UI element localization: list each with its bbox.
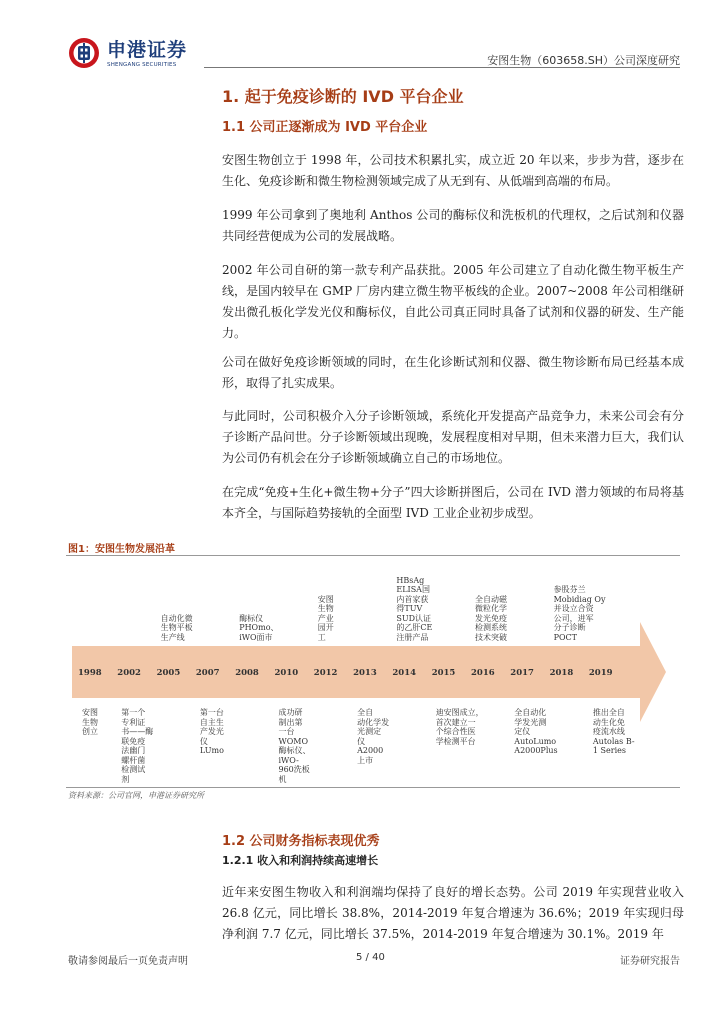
timeline-year: 1998 (78, 668, 102, 678)
timeline-event-below: 安图 生物 创立 (82, 708, 98, 736)
timeline-year: 2013 (353, 668, 377, 678)
paragraph-2: 1999 年公司拿到了奥地利 Anthos 公司的酶标仪和洗板机的代理权，之后试剂和仪器共同经营便成为公司的发展战略。 (222, 208, 684, 243)
paragraph-6: 在完成“免疫+生化+微生物+分子”四大诊断拼图后，公司在 IVD 潜力领域的布局将基本齐全，与国际趋势接轨的全面型 IVD 工业企业初步成型。 (222, 485, 684, 520)
timeline-year: 2019 (588, 668, 613, 678)
footer-disclaimer: 敬请参阅最后一页免责声明 (68, 956, 188, 967)
figure-title: 图1：安图生物发展沿革 (68, 544, 175, 555)
footer-report-type: 证券研究报告 (620, 956, 680, 967)
paragraph-7: 近年来安图生物收入和利润端均保持了良好的增长态势。公司 2019 年实现营业收入 26.8 亿元，同比增长 38.8%，2014-2019 年复合增速为 36.6%；2019 年实现归母净利润 7.7 亿元，同比增长 37.5%，2014-2019 年复合增速为 30.1%。2019 年 (222, 885, 684, 941)
timeline-year: 2016 (471, 668, 495, 678)
timeline-year: 2005 (156, 668, 181, 678)
timeline-event-above: 参股芬兰 Mobidiag Oy 并设立合资 公司，进军 分子诊断 POCT (553, 585, 606, 642)
section-heading-2: 1.2 公司财务指标表现优秀 (222, 834, 380, 849)
timeline-event-above: 自动化微 生物平板 生产线 (160, 613, 193, 642)
report-title: 安图生物（603658.SH）公司深度研究 (487, 54, 680, 67)
timeline-event-below: 全自 动化学发 光测定 仪 A2000 上市 (357, 708, 390, 765)
timeline-event-below: 推出全自 动生化免 疫流水线 Autolas B- 1 Series (592, 708, 635, 755)
paragraph-4: 公司在做好免疫诊断领域的同时，在生化诊断试剂和仪器、微生物诊断布局已经基本成形，取得了扎实成果。 (222, 355, 684, 390)
header-divider (204, 67, 680, 68)
timeline-year: 2015 (431, 668, 456, 678)
logo-name-en: SHENGANG SECURITIES (107, 61, 177, 68)
timeline-event-below: 全自动化 学发光测 定仪 AutoLumo A2000Plus (514, 708, 558, 755)
logo-mark-icon (68, 37, 100, 69)
timeline-year: 2007 (195, 668, 220, 678)
timeline-event-above: 全自动磁 微粒化学 发光免疫 检测系统 技术突破 (475, 594, 507, 642)
paragraph-5: 与此同时，公司积极介入分子诊断领域，系统化开发提高产品竞争力，未来公司会有分子诊断产品问世。分子诊断领域出现晚，发展程度相对早期，但未来潜力巨大，我们认为公司仍有机会在分子诊断领域确立自己的市场地位。 (222, 409, 684, 465)
timeline-year: 2010 (274, 668, 299, 678)
timeline-figure (66, 556, 680, 786)
section-heading: 1. 起于免疫诊断的 IVD 平台企业 (222, 87, 464, 106)
subsection-heading: 1.1 公司正逐渐成为 IVD 平台企业 (222, 120, 428, 135)
timeline-year: 2002 (117, 668, 141, 678)
timeline-year: 2008 (235, 668, 259, 678)
timeline-year: 2012 (313, 668, 338, 678)
timeline-event-below: 第一个 专利证 书——酶 联免疫 法幽门 螺杆菌 检测试 剂 (121, 708, 154, 784)
company-logo (68, 33, 187, 73)
timeline-year: 2017 (510, 668, 534, 678)
paragraph-1: 安图生物创立于 1998 年，公司技术积累扎实，成立近 20 年以来，步步为营，逐步在生化、免疫诊断和微生物检测领域完成了从无到有、从低端到高端的布局。 (222, 153, 684, 188)
timeline-year: 2014 (392, 668, 417, 678)
timeline-event-below: 第一台 自主生 产发光 仪 LUmo (199, 708, 224, 755)
timeline-event-above: 安图 生物 产业 园开 工 (317, 594, 334, 642)
timeline-event-below: 迪安图成立， 首次建立一 个综合性医 学检测平台 (435, 708, 484, 746)
logo-name-cn: 申港证券 (107, 38, 188, 61)
subsection-heading-2: 1.2.1 收入和利润持续高速增长 (222, 854, 379, 867)
timeline-event-below: 成功研 制出第 一台 WOMO 酶标仪、 iWO- 960洗板 机 (278, 708, 311, 784)
timeline-event-above: HBsAg ELISA国 内首家获 得TUV SUD认证 的乙肝CE 注册产品 (396, 575, 433, 642)
paragraph-3: 2002 年公司自研的第一款专利产品获批。2005 年公司建立了自动化微生物平板生产线，是国内较早在 GMP 厂房内建立微生物平板线的企业。2007~2008 年公司相继研发出微孔板化学发光仪和酶标仪，自此公司真正同时具备了试剂和仪器的研发、生产能力。 (222, 263, 684, 340)
figure-source: 资料来源：公司官网，申港证券研究所 (68, 791, 204, 800)
figure-bottom-rule (66, 787, 680, 788)
timeline-year: 2018 (549, 668, 574, 678)
timeline-event-above: 酶标仪 PHOmo、 iWO面市 (239, 613, 279, 642)
page-number: 5 / 40 (356, 952, 385, 963)
